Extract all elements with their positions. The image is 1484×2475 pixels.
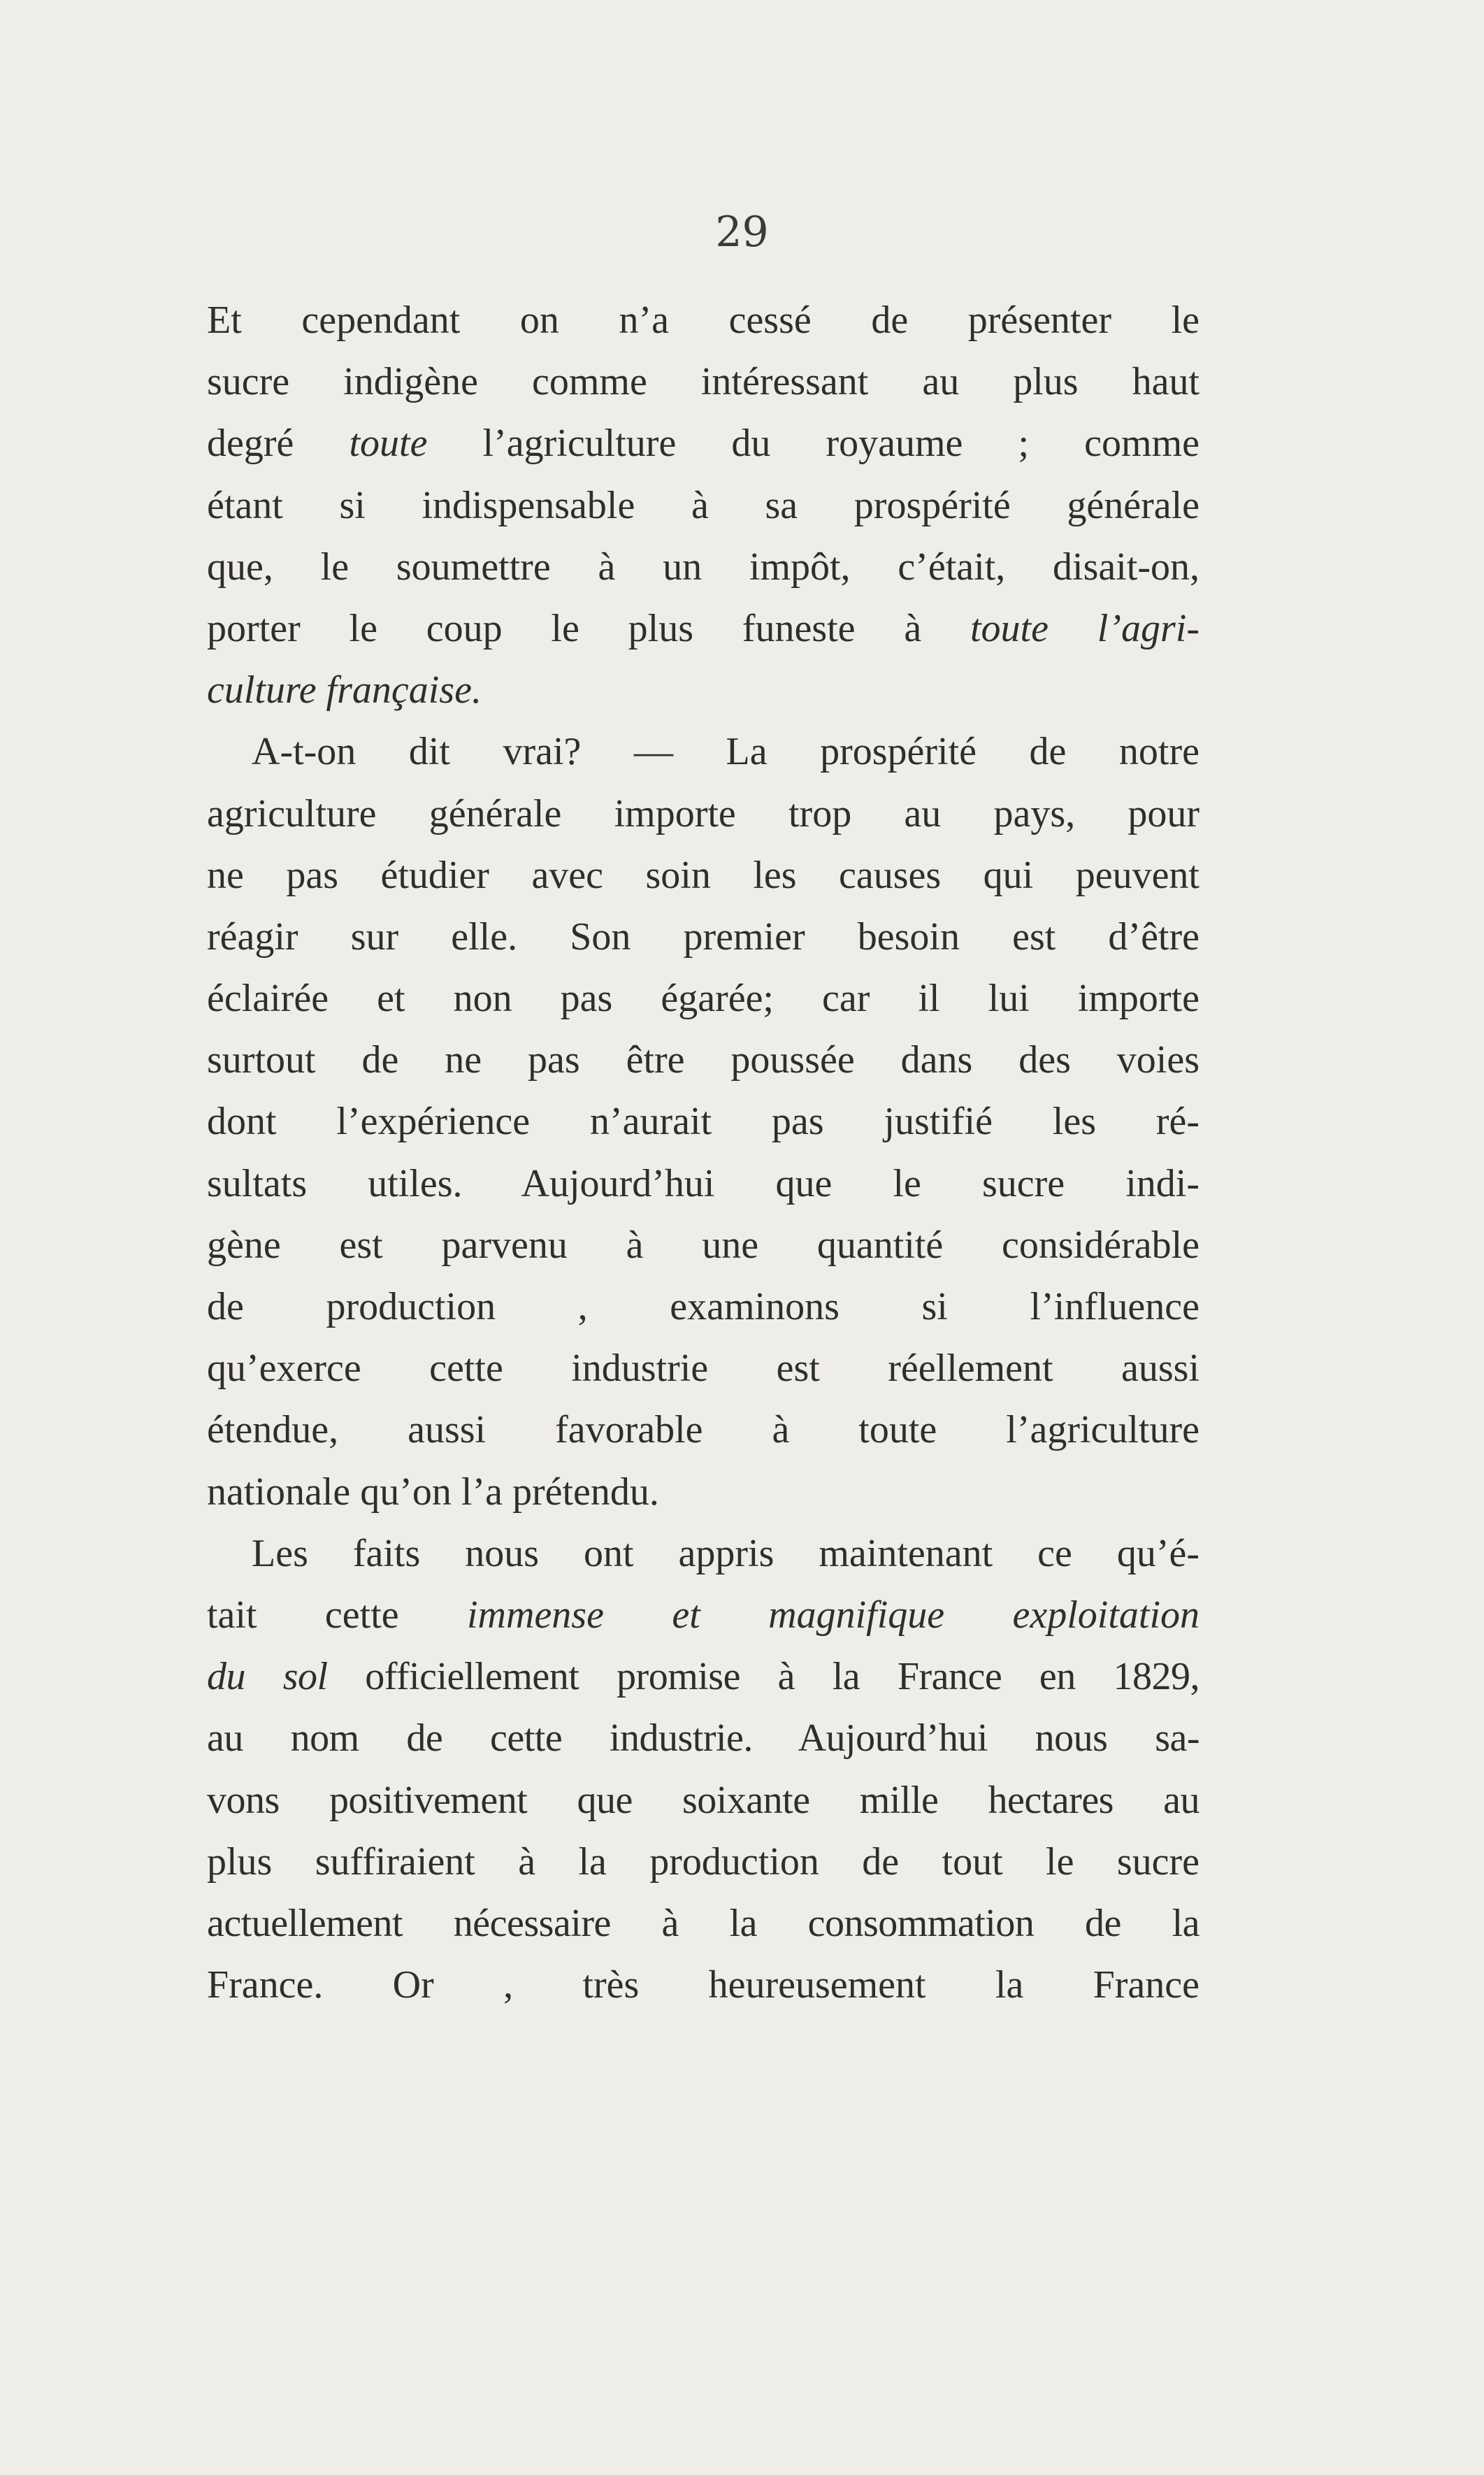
text-line: réagir sur elle. Son premier besoin est d’être: [207, 914, 1200, 959]
text-line: ne pas étudier avec soin les causes qui peuvent: [207, 853, 1200, 897]
text-line: degré toute l’agriculture du royaume ; comme: [207, 422, 1200, 466]
text-line: du sol officiellement promise à la France en 1829,: [207, 1655, 1200, 1699]
text-line: que, le soumettre à un impôt, c’était, disait-on,: [207, 545, 1200, 589]
italic-text: du sol: [207, 1655, 328, 1699]
text-line: au nom de cette industrie. Aujourd’hui nous sa-: [207, 1716, 1200, 1760]
text-line: surtout de ne pas être poussée dans des voies: [207, 1038, 1200, 1082]
italic-text: immense et magnifique exploitation: [467, 1593, 1200, 1637]
text-line: France. Or , très heureusement la France: [207, 1963, 1200, 2007]
italic-text: toute l’agri-: [970, 606, 1200, 650]
text-line: sucre indigène comme intéressant au plus haut: [207, 360, 1200, 404]
italic-text: culture française.: [207, 668, 482, 712]
text-line: étendue, aussi favorable à toute l’agriculture: [207, 1408, 1200, 1452]
text-line: porter le coup le plus funeste à toute l’agri-: [207, 606, 1200, 650]
text-line: plus suffiraient à la production de tout le sucre: [207, 1839, 1200, 1884]
text-line: gène est parvenu à une quantité considérable: [207, 1223, 1200, 1267]
text-line: Les faits nous ont appris maintenant ce qu’é-: [252, 1531, 1200, 1575]
text-line: étant si indispensable à sa prospérité générale: [207, 483, 1200, 527]
text-line: qu’exerce cette industrie est réellement aussi: [207, 1347, 1200, 1391]
body-text: [207, 289, 1200, 2016]
text-line: nationale qu’on l’a prétendu.: [207, 1470, 659, 1514]
italic-text: toute: [349, 422, 428, 466]
text-line: vons positivement que soixante mille hectares au: [207, 1778, 1200, 1822]
text-line: actuellement nécessaire à la consommation de la: [207, 1901, 1200, 1945]
text-line: sultats utiles. Aujourd’hui que le sucre indi-: [207, 1161, 1200, 1205]
text-line: de production , examinons si l’influence: [207, 1285, 1200, 1328]
text-line: agriculture générale importe trop au pays, pour: [207, 791, 1200, 835]
text-line: A-t-on dit vrai? — La prospérité de notre: [252, 730, 1200, 774]
text-line: Et cependant on n’a cessé de présenter le: [207, 299, 1200, 342]
text-line: éclairée et non pas égarée; car il lui importe: [207, 977, 1200, 1021]
text-line: tait cette immense et magnifique exploitation: [207, 1593, 1200, 1637]
text-line: dont l’expérience n’aurait pas justifié les ré-: [207, 1100, 1200, 1144]
page-number: 29: [715, 208, 769, 257]
text-line: [207, 659, 1200, 721]
